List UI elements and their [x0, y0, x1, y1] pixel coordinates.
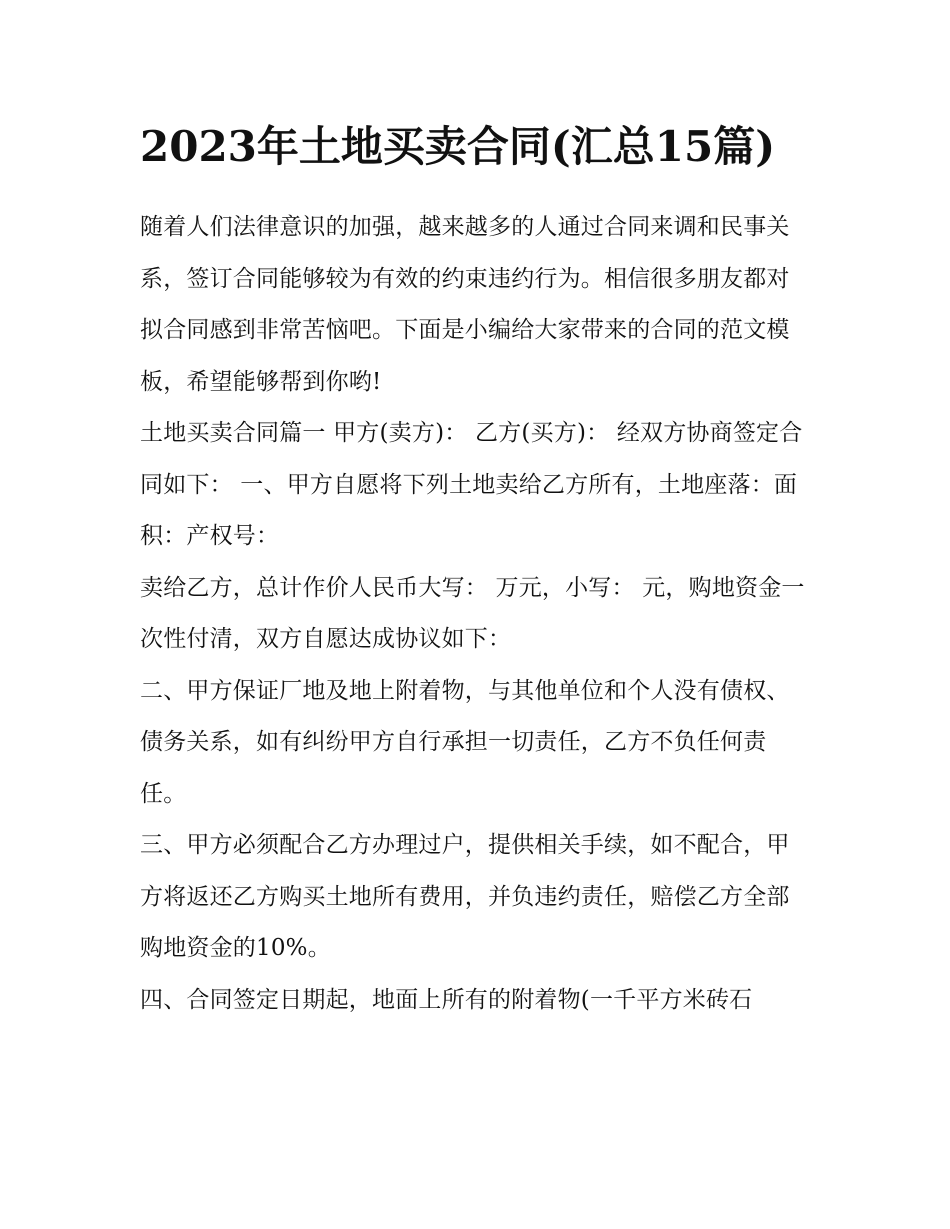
contract-opening-paragraph: 土地买卖合同篇一 甲方(卖方)： 乙方(买方)： 经双方协商签定合同如下： 一、甲方自愿将下列土地卖给乙方所有，土地座落：面积：产权号： [140, 420, 803, 549]
document-page [140, 118, 820, 1026]
document-title: 2023年土地买卖合同(汇总15篇) [140, 122, 776, 171]
intro-paragraph: 随着人们法律意识的加强，越来越多的人通过合同来调和民事关系，签订合同能够较为有效的约束违约行为。相信很多朋友都对拟合同感到非常苦恼吧。下面是小编给大家带来的合同的范文模板，希望能够帮到你哟! [140, 214, 790, 395]
clause-three-paragraph: 三、甲方必须配合乙方办理过户，提供相关手续，如不配合，甲方将返还乙方购买土地所有费用，并负违约责任，赔偿乙方全部购地资金的10%。 [140, 832, 790, 961]
document-body [140, 202, 820, 1026]
price-paragraph: 卖给乙方，总计作价人民币大写： 万元，小写： 元，购地资金一次性付清，双方自愿达成协议如下： [140, 574, 805, 652]
clause-four-paragraph: 四、合同签定日期起，地面上所有的附着物(一千平方米砖石 [140, 986, 753, 1013]
clause-two-paragraph: 二、甲方保证厂地及地上附着物，与其他单位和个人没有债权、债务关系，如有纠纷甲方自行承担一切责任，乙方不负任何责任。 [140, 677, 790, 807]
